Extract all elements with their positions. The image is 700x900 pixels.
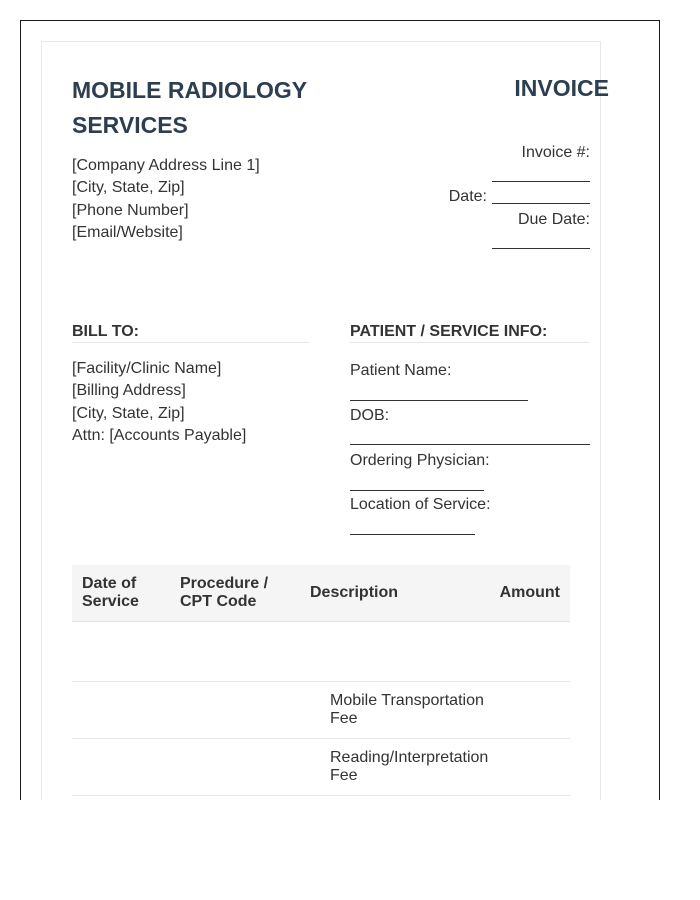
patient-name-field[interactable] bbox=[350, 400, 528, 401]
header-procedure-cpt: Procedure / CPT Code bbox=[180, 575, 269, 610]
company-name: MOBILE RADIOLOGY SERVICES bbox=[72, 77, 307, 138]
bill-to-heading: BILL TO: bbox=[72, 323, 139, 340]
row-description: Reading/Interpretation Fee bbox=[330, 749, 489, 784]
patient-name-label: Patient Name: bbox=[350, 362, 452, 379]
due-date-field[interactable] bbox=[492, 248, 590, 249]
location-of-service-field[interactable] bbox=[350, 534, 475, 535]
row-description: Mobile Transportation Fee bbox=[330, 692, 484, 727]
company-email-website: [Email/Website] bbox=[72, 223, 183, 241]
bill-to-facility: [Facility/Clinic Name] bbox=[72, 360, 222, 377]
ordering-physician-field[interactable] bbox=[350, 490, 484, 491]
header-date-of-service: Date of Service bbox=[82, 575, 139, 610]
location-of-service-label: Location of Service: bbox=[350, 496, 491, 513]
company-phone: [Phone Number] bbox=[72, 201, 189, 219]
ordering-physician-label: Ordering Physician: bbox=[350, 452, 490, 469]
bill-to-rule bbox=[72, 342, 309, 343]
bill-to-block bbox=[72, 358, 246, 447]
invoice-number-label: Invoice #: bbox=[521, 144, 590, 161]
table-header bbox=[72, 565, 570, 622]
company-info bbox=[72, 155, 260, 244]
header-amount: Amount bbox=[499, 584, 560, 601]
dob-field[interactable] bbox=[350, 444, 590, 445]
bill-to-attn: Attn: [Accounts Payable] bbox=[72, 426, 247, 444]
dob-label: DOB: bbox=[350, 407, 390, 424]
table-row-divider bbox=[72, 795, 570, 796]
table-row-divider bbox=[72, 681, 570, 682]
invoice-title: INVOICE bbox=[514, 75, 609, 101]
bill-to-city-state-zip: [City, State, Zip] bbox=[72, 404, 185, 422]
patient-info-heading: PATIENT / SERVICE INFO: bbox=[350, 323, 548, 340]
date-label: Date: bbox=[448, 188, 487, 205]
patient-info-rule bbox=[350, 342, 590, 343]
invoice-number-field[interactable] bbox=[492, 181, 590, 182]
due-date-label: Due Date: bbox=[517, 211, 590, 228]
table-row-divider bbox=[72, 738, 570, 739]
company-city-state-zip: [City, State, Zip] bbox=[72, 179, 185, 197]
header-description: Description bbox=[310, 584, 399, 601]
company-address: [Company Address Line 1] bbox=[72, 157, 260, 174]
bill-to-address: [Billing Address] bbox=[72, 382, 186, 400]
date-field[interactable] bbox=[492, 203, 590, 204]
